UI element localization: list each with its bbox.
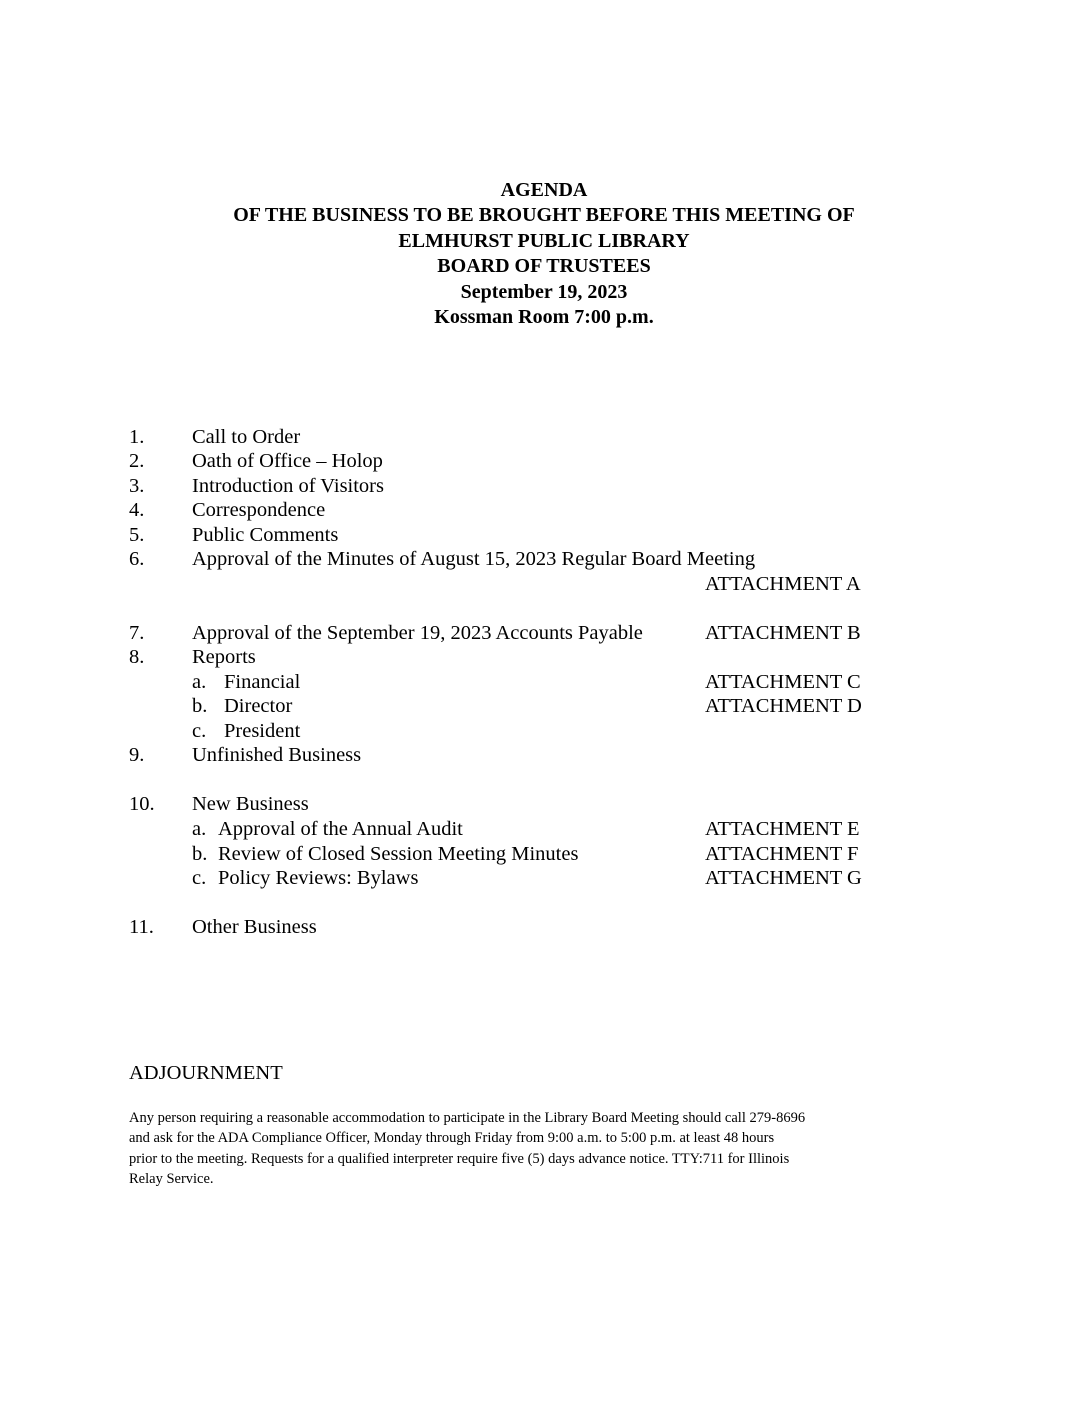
item-label: Call to Order bbox=[192, 426, 301, 448]
subitem-label: Approval of the Annual Audit bbox=[218, 818, 463, 840]
attachment-label: ATTACHMENT D bbox=[705, 695, 862, 717]
item-number: 6. bbox=[129, 548, 145, 570]
notice-line: and ask for the ADA Compliance Officer, Monday through Friday from 9:00 a.m. to 5:00 p.m. at least 48 hours bbox=[129, 1130, 775, 1147]
notice-line: prior to the meeting. Requests for a qualified interpreter require five (5) days advance notice. TTY:711 for Illinois bbox=[129, 1150, 790, 1167]
attachment-label: ATTACHMENT E bbox=[705, 818, 860, 840]
item-number: 5. bbox=[129, 524, 145, 546]
item-number: 11. bbox=[129, 916, 154, 938]
item-number: 3. bbox=[129, 475, 145, 497]
subitem-letter: a. bbox=[192, 818, 207, 840]
header-library-name: ELMHURST PUBLIC LIBRARY bbox=[398, 229, 690, 252]
header-date: September 19, 2023 bbox=[460, 280, 628, 303]
adjournment-heading: ADJOURNMENT bbox=[129, 1062, 283, 1084]
subitem-label: Review of Closed Session Meeting Minutes bbox=[218, 843, 579, 865]
item-number: 1. bbox=[129, 426, 145, 448]
notice-line: Any person requiring a reasonable accommodation to participate in the Library Board Meeting should call 279-8696 bbox=[129, 1110, 806, 1126]
item-label: Approval of the Minutes of August 15, 2023 Regular Board Meeting bbox=[192, 548, 756, 570]
subitem-letter: c. bbox=[192, 720, 207, 742]
item-number: 9. bbox=[129, 744, 145, 766]
attachment-label: ATTACHMENT B bbox=[705, 622, 861, 644]
item-label: Approval of the September 19, 2023 Accounts Payable bbox=[192, 622, 643, 644]
subitem-letter: b. bbox=[192, 843, 208, 865]
item-number: 4. bbox=[129, 499, 145, 521]
item-label: Introduction of Visitors bbox=[192, 475, 384, 497]
item-number: 2. bbox=[129, 450, 145, 472]
attachment-label: ATTACHMENT A bbox=[705, 573, 861, 595]
subitem-letter: b. bbox=[192, 695, 208, 717]
subitem-label: Financial bbox=[224, 671, 301, 693]
subitem-letter: a. bbox=[192, 671, 207, 693]
item-label: Unfinished Business bbox=[192, 744, 362, 766]
subitem-label: Director bbox=[224, 695, 293, 717]
item-label: New Business bbox=[192, 793, 309, 815]
subitem-label: Policy Reviews: Bylaws bbox=[218, 867, 419, 889]
agenda-header bbox=[0, 178, 1088, 330]
item-label: Correspondence bbox=[192, 499, 326, 521]
subitem-label: President bbox=[224, 720, 301, 742]
attachment-label: ATTACHMENT G bbox=[705, 867, 862, 889]
subitem-letter: c. bbox=[192, 867, 207, 889]
header-title: AGENDA bbox=[500, 179, 588, 201]
item-number: 8. bbox=[129, 646, 145, 668]
header-location-time: Kossman Room 7:00 p.m. bbox=[434, 306, 654, 329]
attachment-label: ATTACHMENT F bbox=[705, 843, 859, 865]
attachment-label: ATTACHMENT C bbox=[705, 671, 861, 693]
item-label: Other Business bbox=[192, 916, 317, 938]
item-label: Oath of Office – Holop bbox=[192, 450, 383, 472]
item-label: Reports bbox=[192, 646, 256, 668]
header-subtitle: OF THE BUSINESS TO BE BROUGHT BEFORE THIS MEETING OF bbox=[233, 204, 855, 227]
item-label: Public Comments bbox=[192, 524, 339, 546]
header-board-name: BOARD OF TRUSTEES bbox=[437, 255, 651, 278]
item-number: 7. bbox=[129, 622, 145, 644]
ada-accommodation-notice bbox=[129, 1108, 969, 1189]
notice-line: Relay Service. bbox=[129, 1170, 214, 1187]
item-number: 10. bbox=[129, 793, 155, 815]
